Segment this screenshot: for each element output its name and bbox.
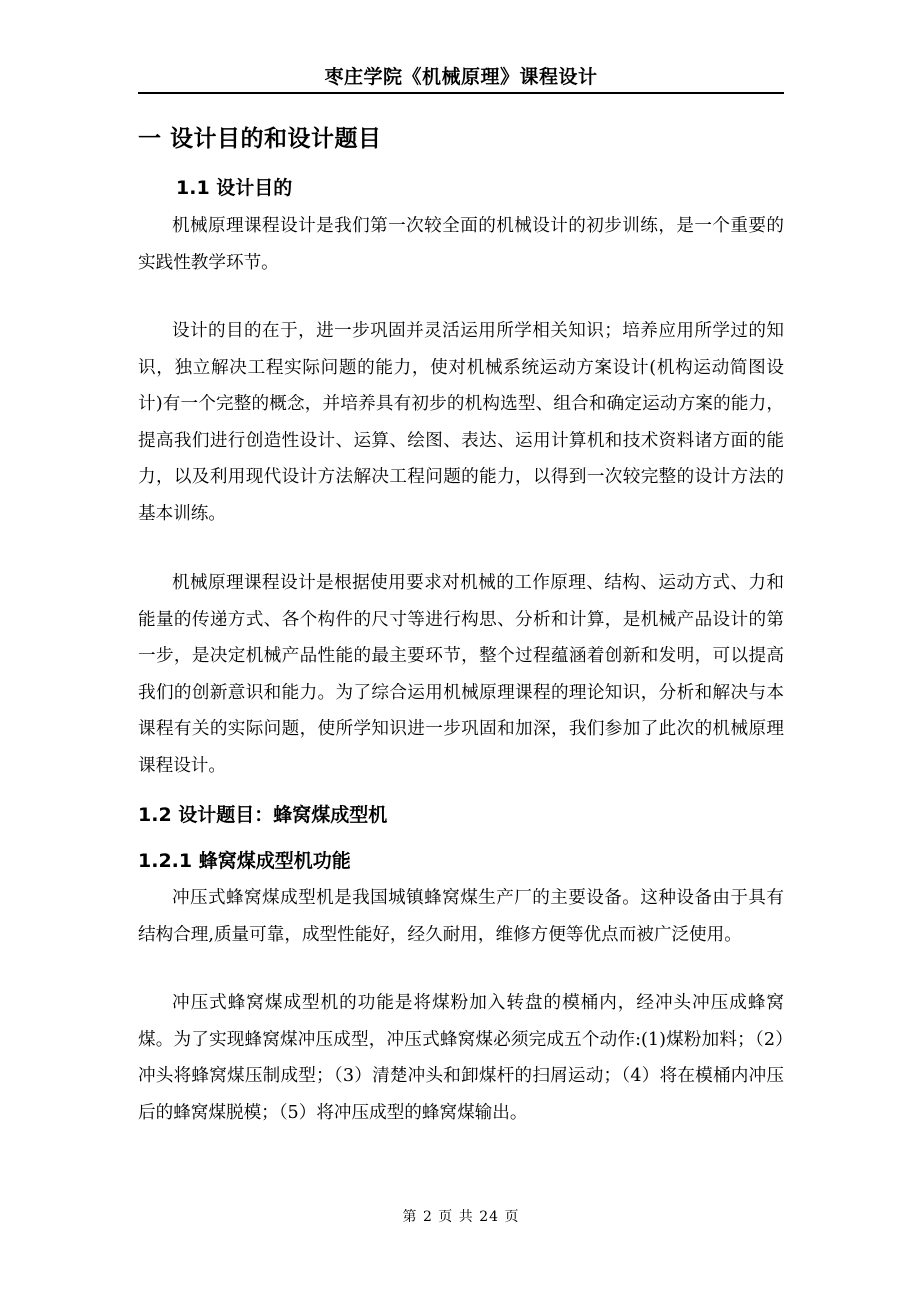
header-divider [138, 92, 784, 94]
section-heading-1-2-1: 1.2.1 蜂窝煤成型机功能 [138, 850, 351, 872]
paragraph-machine-overview: 冲压式蜂窝煤成型机是我国城镇蜂窝煤生产厂的主要设备。这种设备由于具有结构合理,质量可靠，成型性能好，经久耐用，维修方便等优点而被广泛使用。 [138, 888, 784, 945]
running-header-title: 枣庄学院《机械原理》课程设计 [324, 66, 598, 88]
paragraph-design-intro: 机械原理课程设计是我们第一次较全面的机械设计的初步训练，是一个重要的实践性教学环节。 [138, 216, 784, 273]
paragraph-machine-function: 冲压式蜂窝煤成型机的功能是将煤粉加入转盘的模桶内，经冲头冲压成蜂窝煤。为了实现蜂窝煤冲压成型，冲压式蜂窝煤必须完成五个动作:(1)煤粉加料；（2）冲头将蜂窝煤压制成型；（3）清楚冲头和卸煤杆的扫屑运动；（4）将在模桶内冲压后的蜂窝煤脱模；（5）将冲压成型的蜂窝煤输出。 [138, 993, 784, 1123]
paragraph-design-purpose: 设计的目的在于，进一步巩固并灵活运用所学相关知识；培养应用所学过的知识，独立解决工程实际问题的能力，使对机械系统运动方案设计(机构运动简图设计)有一个完整的概念，并培养具有初步的机构选型、组合和确定运动方案的能力，提高我们进行创造性设计、运算、绘图、表达、运用计算机和技术资料诸方面的能力，以及利用现代设计方法解决工程问题的能力，以得到一次较完整的设计方法的基本训练。 [138, 321, 784, 524]
page-number-footer: 第 2 页 共 24 页 [402, 1209, 520, 1225]
section-heading-1-2: 1.2 设计题目：蜂窝煤成型机 [138, 804, 388, 826]
paragraph-course-design: 机械原理课程设计是根据使用要求对机械的工作原理、结构、运动方式、力和能量的传递方式、各个构件的尺寸等进行构思、分析和计算，是机械产品设计的第一步，是决定机械产品性能的最主要环节，整个过程蕴涵着创新和发明，可以提高我们的创新意识和能力。为了综合运用机械原理课程的理论知识，分析和解决与本课程有关的实际问题，使所学知识进一步巩固和加深，我们参加了此次的机械原理课程设计。 [138, 573, 784, 776]
section-heading-1-1: 1.1 设计目的 [176, 177, 293, 199]
chapter-heading: 一 设计目的和设计题目 [138, 126, 382, 152]
